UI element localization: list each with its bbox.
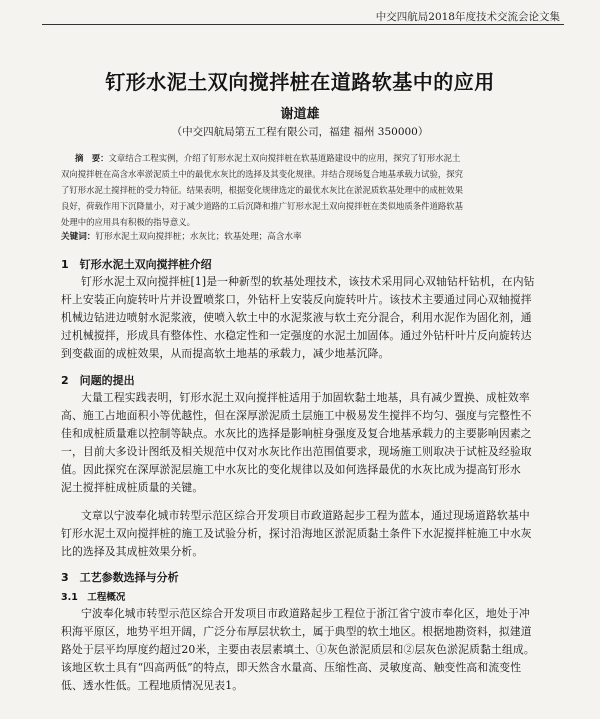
section-3-line: 积海平原区，地势平坦开阔，广泛分布厚层状软土，属于典型的软土地区。根据地勘资料，拟建道 xyxy=(61,625,532,638)
abstract-line-2: 双向搅拌桩在高含水率淤泥质土中的最优水灰比的选择及其变化规律。并结合现场复合地基承载力试验，探究 xyxy=(61,169,463,179)
section-2-line: 泥土搅拌桩成桩质量的关键。 xyxy=(61,481,204,494)
section-2-line: 大量工程实践表明，钉形水泥土双向搅拌桩适用于加固软黏土地基，具有减少置换、成桩效率 xyxy=(81,391,530,404)
section-2-para2-line: 钉形水泥土双向搅拌桩的施工及试验分析，探讨沿海地区淤泥质黏土条件下水泥搅拌桩施工中水灰 xyxy=(61,527,532,540)
section-1-line: 杆上安装正向旋转叶片并设置喷浆口，外钻杆上安装反向旋转叶片。该技术主要通过同心双轴搅拌 xyxy=(61,293,532,306)
paper-title: 钉形水泥土双向搅拌桩在道路软基中的应用 xyxy=(105,70,495,94)
section-2-line: 值。因此探究在深厚淤泥层施工中水灰比的变化规律以及如何选择最优的水灰比成为提高钉形水 xyxy=(61,463,521,476)
section-1-heading: 1 钉形水泥土双向搅拌桩介绍 xyxy=(61,258,212,271)
section-3-line: 低、透水性低。工程地质情况见表1。 xyxy=(61,679,244,692)
header-rule xyxy=(42,24,564,25)
abstract-line-3: 了钉形水泥土搅拌桩的受力特征。结果表明，根据变化规律选定的最优水灰比在淤泥质软基处理中的成桩效果 xyxy=(61,185,463,195)
author-affiliation: （中交四航局第五工程有限公司，福建 福州 350000） xyxy=(171,126,429,138)
section-3-heading: 3 工艺参数选择与分析 xyxy=(61,571,179,584)
running-header: 中交四航局2018年度技术交流会论文集 xyxy=(375,11,560,23)
section-2-heading: 2 问题的提出 xyxy=(61,374,135,387)
section-3-line: 路处于层平均厚度约超过20米，主要由表层素填土、①灰色淤泥质层和②层灰色淤泥质黏土组成。 xyxy=(61,643,535,656)
section-2-line: 佳和成桩质量难以控制等缺点。水灰比的选择是影响桩身强度及复合地基承载力的主要影响因素之 xyxy=(61,427,532,440)
section-1-line: 过机械搅拌，形成具有整体性、水稳定性和一定强度的水泥土加固体。通过外钻杆叶片反向旋转达 xyxy=(61,329,532,342)
section-1-line: 到变截面的成桩效果，从而提高软土地基的承载力，减少地基沉降。 xyxy=(61,347,390,360)
keywords: 关键词：钉形水泥土双向搅拌桩；水灰比；软基处理；高含水率 xyxy=(61,232,302,242)
section-2-line: 一，目前大多设计图纸及相关规范中仅对水灰比作出范围值要求，现场施工则取决于试桩及经验取 xyxy=(61,445,532,458)
section-2-line: 高、施工占地面积小等优越性，但在深厚淤泥质土层施工中极易发生搅拌不均匀、强度与完整性不 xyxy=(61,409,532,422)
abstract-line-5: 处理中的应用具有积极的指导意义。 xyxy=(61,217,195,227)
section-1-line: 钉形水泥土双向搅拌桩[1]是一种新型的软基处理技术，该技术采用同心双轴钻杆钻机，在内钻 xyxy=(81,275,535,288)
keywords-label: 关键词： xyxy=(61,232,96,242)
section-1-line: 机械边钻进边喷射水泥浆液，使喷入软土中的水泥浆液与软土充分混合，利用水泥作为固化剂，通 xyxy=(61,311,532,324)
section-3-line: 宁波奉化城市转型示范区综合开发项目市政道路起步工程位于浙江省宁波市奉化区，地处于冲 xyxy=(81,607,530,620)
section-3-line: 该地区软土具有“四高两低”的特点，即天然含水量高、压缩性高、灵敏度高、触变性高和流变性 xyxy=(61,661,522,674)
section-2-para2-line: 文章以宁波奉化城市转型示范区综合开发项目市政道路起步工程为蓝本，通过现场道路软基中 xyxy=(81,509,530,522)
author-name: 谢道雄 xyxy=(280,107,320,122)
abstract-line-1: 摘 要：文章结合工程实例，介绍了钉形水泥土双向搅拌桩在软基道路建设中的应用，探究了钉形水泥土 xyxy=(75,153,461,163)
abstract-label: 摘 要： xyxy=(75,153,109,163)
abstract-line-4: 良好，荷载作用下沉降量小，对于减少道路的工后沉降和推广钉形水泥土双向搅拌桩在类似地质条件道路软基 xyxy=(61,201,463,211)
section-3-1-heading: 3.1 工程概况 xyxy=(61,592,126,603)
section-2-para2-line: 比的选择及其成桩效果分析。 xyxy=(61,545,204,558)
